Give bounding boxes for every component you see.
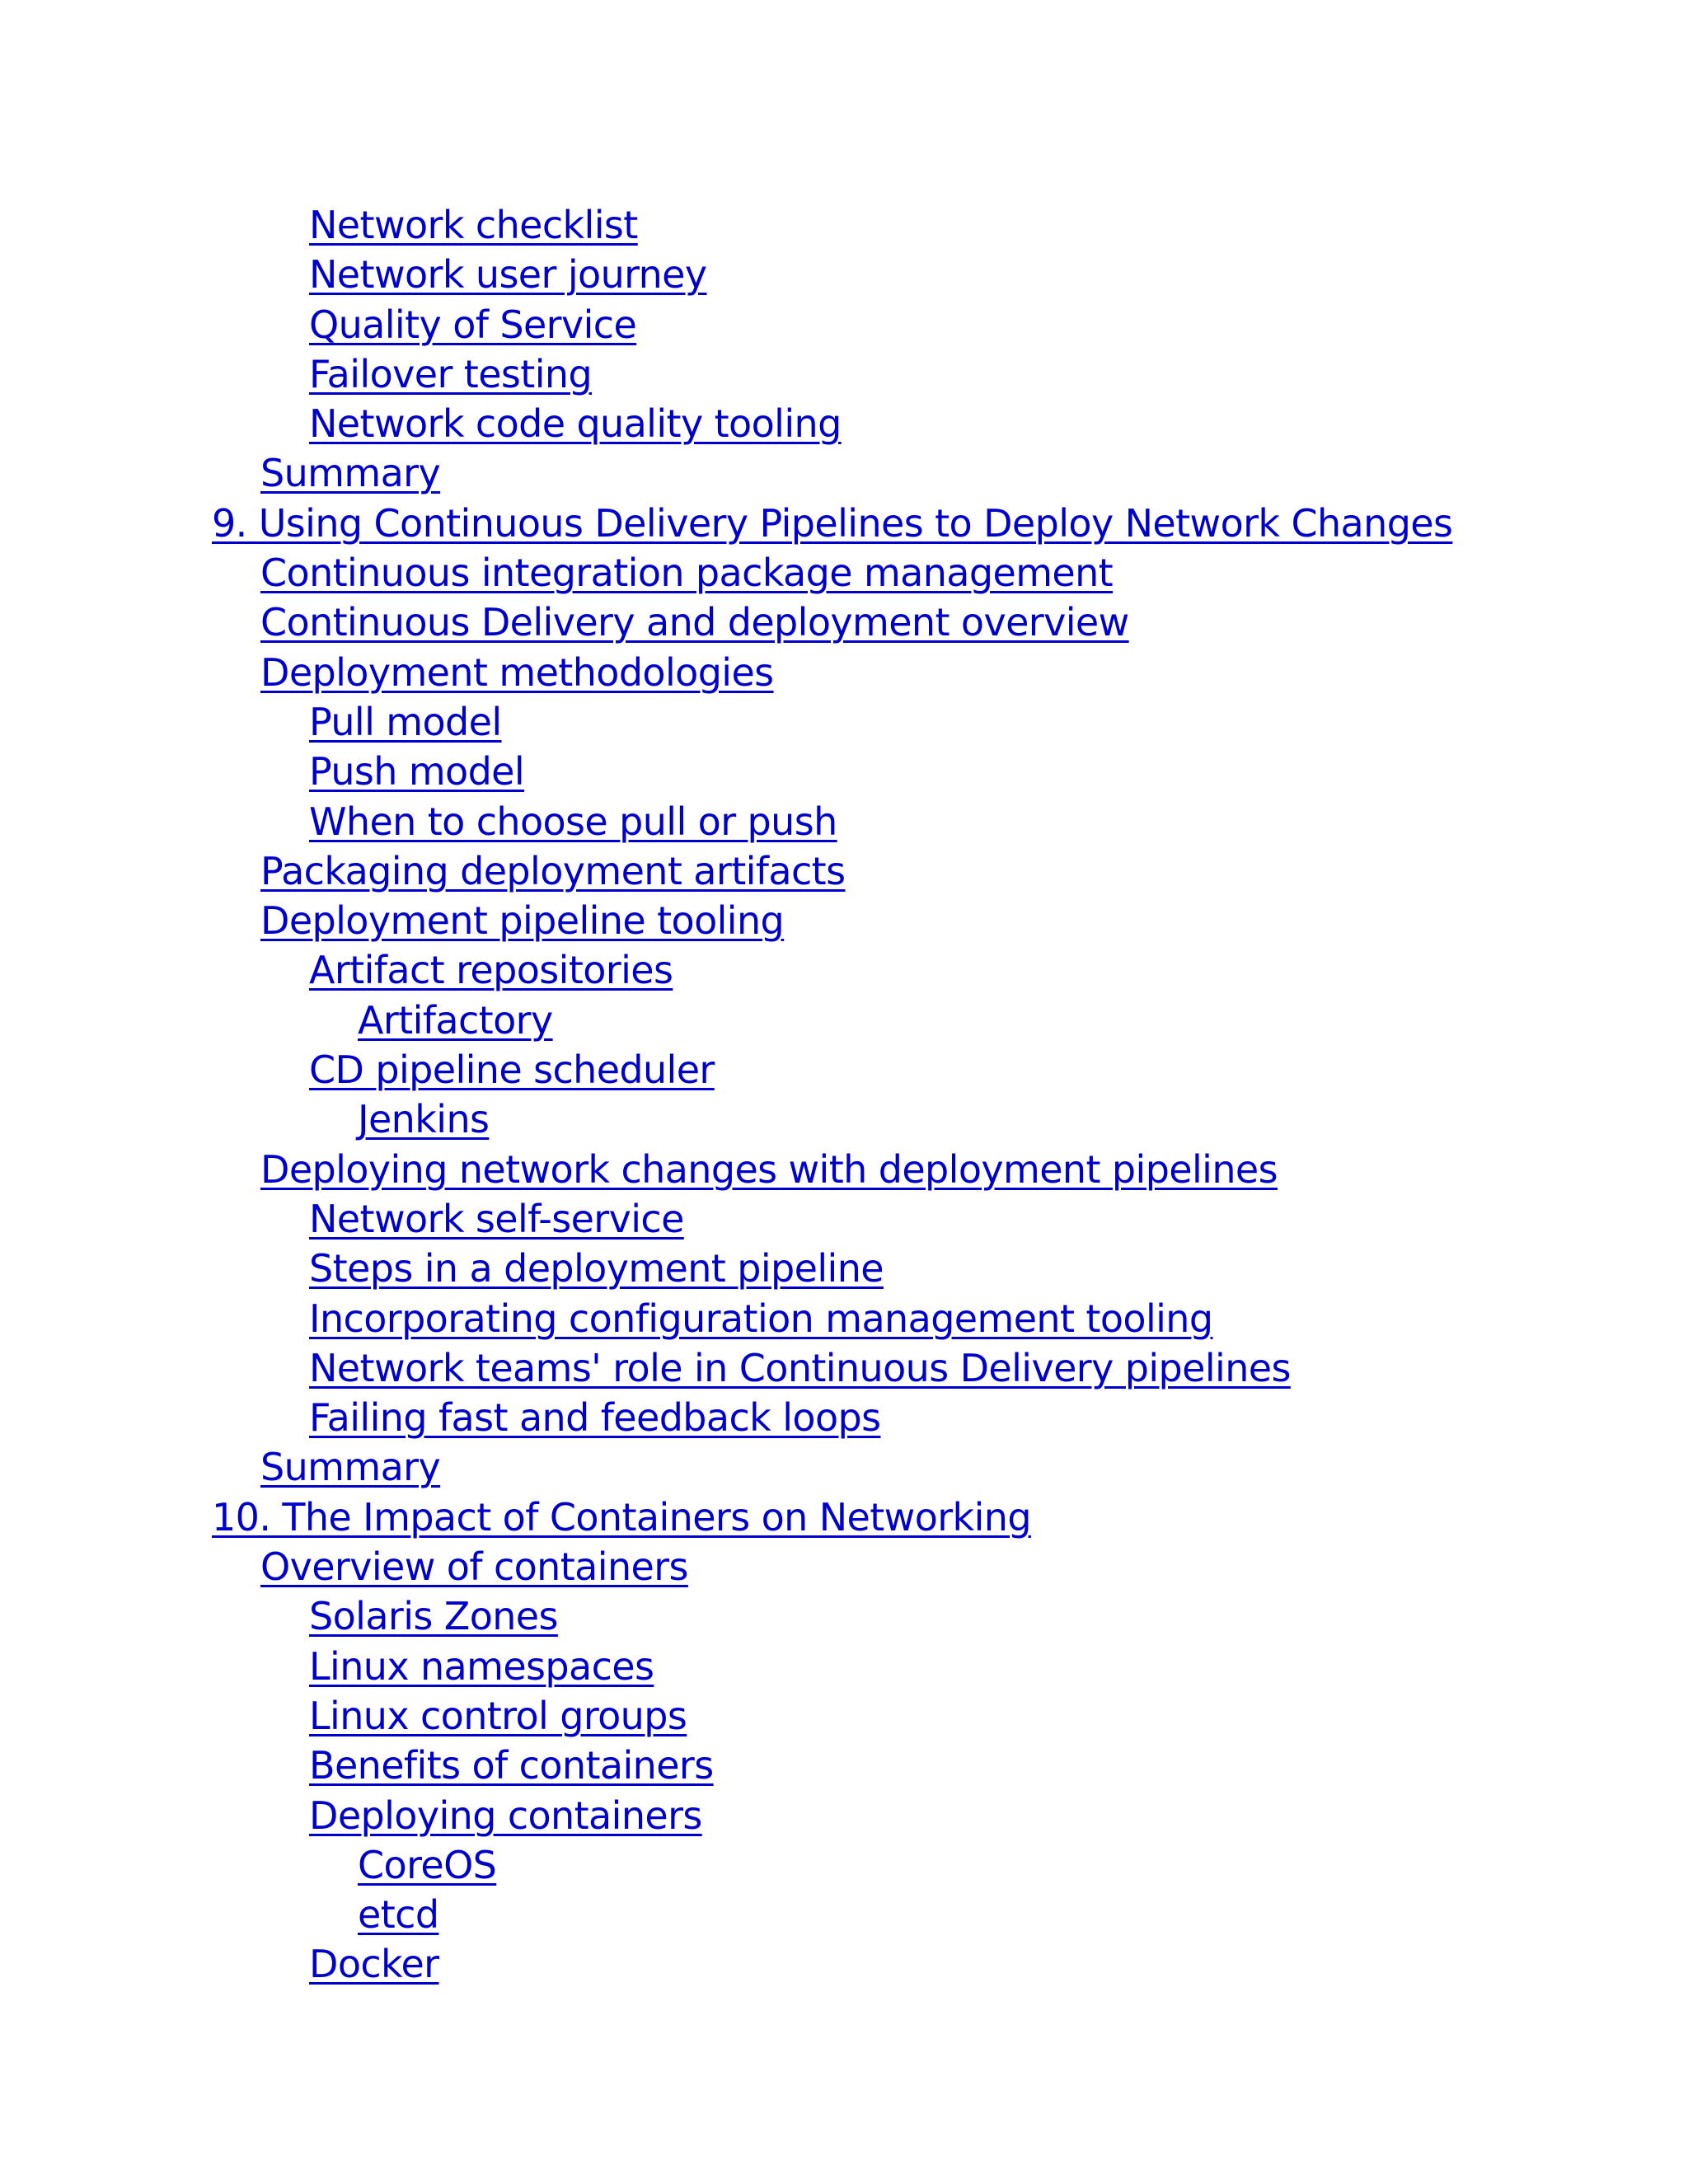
toc-entry (0, 1791, 1688, 1840)
toc-link[interactable]: Network self-service (309, 1196, 684, 1241)
toc-link[interactable]: Linux namespaces (309, 1643, 654, 1689)
toc-entry (0, 797, 1688, 846)
toc-entry (0, 1094, 1688, 1144)
toc-entry (0, 1840, 1688, 1890)
toc-link[interactable]: CD pipeline scheduler (309, 1047, 715, 1093)
toc-link[interactable]: Quality of Service (309, 302, 637, 347)
toc-entry (0, 1493, 1688, 1542)
toc-link[interactable]: Continuous Delivery and deployment overview (260, 600, 1129, 645)
toc-link[interactable]: Deployment methodologies (260, 649, 774, 695)
toc-link[interactable]: Linux control groups (309, 1693, 687, 1738)
toc-entry (0, 1642, 1688, 1691)
toc-link[interactable]: Network teams' role in Continuous Delivery pipelines (309, 1345, 1291, 1390)
toc-entry (0, 1741, 1688, 1790)
toc-link[interactable]: Failing fast and feedback loops (309, 1395, 881, 1441)
toc-entry (0, 250, 1688, 299)
toc-entry (0, 1244, 1688, 1293)
toc-link[interactable]: Summary (260, 451, 441, 496)
toc-entry (0, 648, 1688, 697)
toc-entry (0, 697, 1688, 747)
toc-link[interactable]: 10. The Impact of Containers on Networking (212, 1494, 1031, 1540)
toc-entry (0, 945, 1688, 995)
toc-entry (0, 1542, 1688, 1591)
toc-entry (0, 747, 1688, 796)
toc-link[interactable]: Network user journey (309, 252, 707, 298)
toc-entry (0, 1442, 1688, 1492)
toc-entry (0, 1393, 1688, 1442)
toc-entry (0, 996, 1688, 1045)
toc-link[interactable]: Artifactory (358, 997, 553, 1043)
toc-entry (0, 598, 1688, 647)
toc-entry (0, 349, 1688, 399)
toc-link[interactable]: Solaris Zones (309, 1594, 558, 1639)
toc-link[interactable]: When to choose pull or push (309, 799, 837, 844)
toc-entry (0, 399, 1688, 448)
toc-link[interactable]: Network code quality tooling (309, 401, 842, 447)
toc-entry (0, 300, 1688, 349)
toc-link[interactable]: CoreOS (358, 1842, 497, 1887)
toc-link[interactable]: etcd (358, 1892, 439, 1938)
table-of-contents (0, 200, 1688, 1990)
toc-entry (0, 1294, 1688, 1343)
toc-entry (0, 896, 1688, 945)
toc-entry (0, 1145, 1688, 1194)
toc-link[interactable]: Steps in a deployment pipeline (309, 1246, 884, 1291)
toc-link[interactable]: Jenkins (358, 1097, 490, 1142)
toc-entry (0, 1591, 1688, 1641)
toc-entry (0, 1194, 1688, 1244)
toc-link[interactable]: Packaging deployment artifacts (260, 848, 846, 893)
toc-link[interactable]: Deploying network changes with deployment pipelines (260, 1146, 1278, 1192)
toc-link[interactable]: Docker (309, 1942, 439, 1987)
toc-link[interactable]: Network checklist (309, 203, 638, 247)
toc-link[interactable]: Pull model (309, 699, 502, 744)
toc-entry (0, 1691, 1688, 1741)
toc-link[interactable]: Failover testing (309, 351, 593, 396)
toc-link[interactable]: Summary (260, 1445, 441, 1490)
toc-entry (0, 846, 1688, 896)
toc-link[interactable]: Push model (309, 749, 525, 794)
toc-entry (0, 448, 1688, 498)
toc-entry (0, 548, 1688, 598)
toc-link[interactable]: Benefits of containers (309, 1743, 714, 1788)
toc-entry (0, 200, 1688, 250)
toc-entry (0, 1890, 1688, 1939)
toc-link[interactable]: Artifact repositories (309, 948, 673, 993)
toc-link[interactable]: Incorporating configuration management tooling (309, 1296, 1213, 1341)
toc-link[interactable]: Deploying containers (309, 1793, 702, 1838)
toc-entry (0, 1343, 1688, 1393)
toc-entry (0, 1939, 1688, 1989)
toc-link[interactable]: Deployment pipeline tooling (260, 898, 785, 944)
toc-entry (0, 499, 1688, 548)
toc-link[interactable]: Overview of containers (260, 1544, 688, 1590)
toc-link[interactable]: Continuous integration package management (260, 551, 1114, 596)
toc-link[interactable]: 9. Using Continuous Delivery Pipelines to Deploy Network Changes (212, 500, 1453, 546)
toc-entry (0, 1045, 1688, 1094)
